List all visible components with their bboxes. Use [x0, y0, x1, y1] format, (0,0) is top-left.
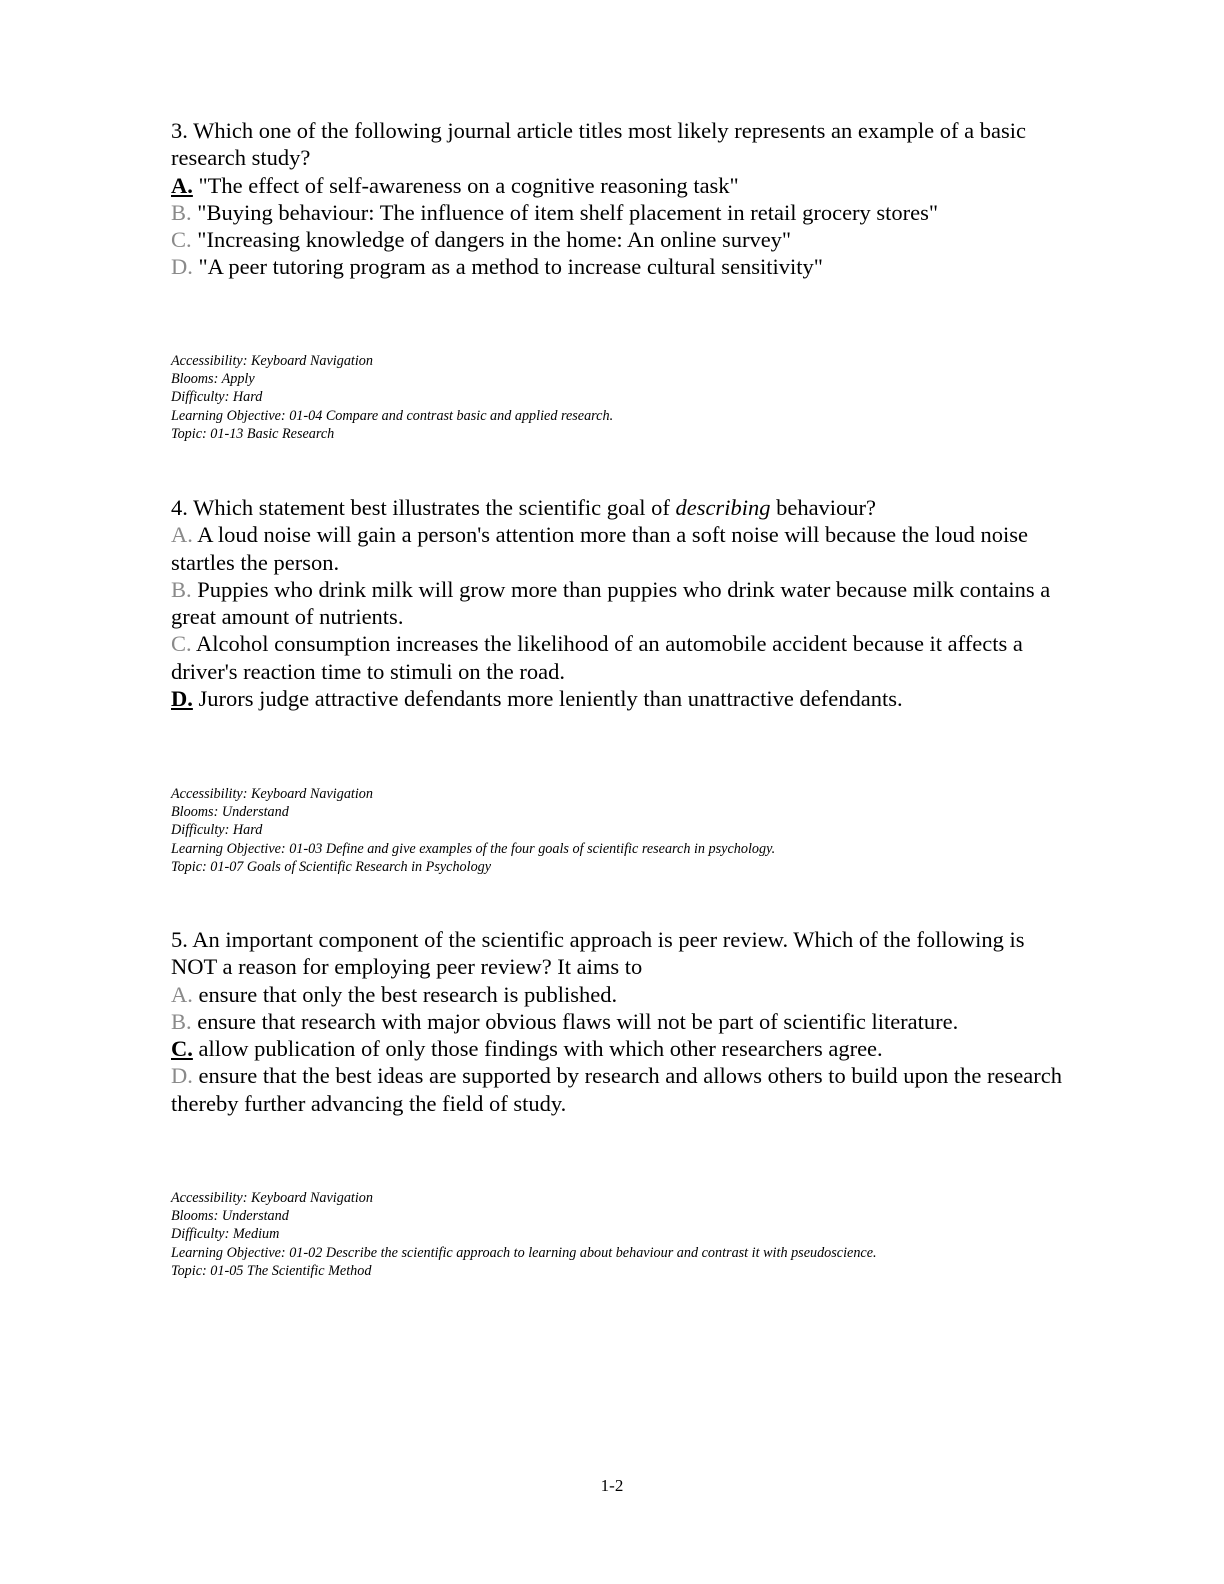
meta-learning-objective: Learning Objective: 01-03 Define and give examples of the four goals of scientific research in psychology. — [171, 840, 776, 857]
choice-text: "A peer tutoring program as a method to increase cultural sensitivity" — [198, 254, 823, 280]
meta-topic: Topic: 01-05 The Scientific Method — [171, 1262, 372, 1279]
meta-difficulty: Difficulty: Medium — [171, 1226, 280, 1243]
stem-text: 4. Which statement best illustrates the scientific goal of — [171, 495, 676, 520]
choice-text: Alcohol consumption increases the likelihood of an automobile accident because it affects a driver's reaction time to stimuli on the road. — [171, 631, 1023, 684]
question-5-choice-b — [171, 1008, 1071, 1035]
question-3-stem: 3. Which one of the following journal article titles most likely represents an example of a basic research study? — [171, 118, 1026, 171]
question-4-choice-a — [171, 521, 1071, 576]
meta-accessibility: Accessibility: Keyboard Navigation — [171, 1190, 373, 1206]
choice-text: Puppies who drink milk will grow more than puppies who drink water because milk contains a great amount of nutrients. — [171, 576, 1051, 630]
question-4-choice-b — [171, 576, 1071, 631]
question-4-choice-c — [171, 630, 1071, 685]
question-3 — [171, 117, 1071, 281]
question-5-choice-d — [171, 1062, 1071, 1117]
meta-blooms: Blooms: Apply — [171, 371, 255, 388]
choice-letter: A. — [171, 172, 193, 198]
stem-emphasis: describing — [675, 495, 771, 520]
question-4 — [171, 494, 1071, 712]
meta-learning-objective: Learning Objective: 01-04 Compare and contrast basic and applied research. — [171, 407, 614, 424]
choice-letter: D. — [171, 254, 193, 280]
meta-accessibility: Accessibility: Keyboard Navigation — [171, 353, 373, 369]
choice-letter: C. — [171, 1036, 193, 1062]
choice-text: Jurors judge attractive defendants more leniently than unattractive defendants. — [198, 686, 903, 712]
question-4-stem — [171, 494, 1071, 521]
question-5-metadata — [171, 1189, 1121, 1280]
choice-letter: C. — [171, 631, 192, 657]
question-5-stem: 5. An important component of the scientific approach is peer review. Which of the following is NOT a reason for employing peer review? It aims to — [171, 927, 1025, 980]
question-5 — [171, 926, 1071, 1117]
choice-letter: B. — [171, 1008, 192, 1034]
meta-blooms: Blooms: Understand — [171, 1208, 289, 1225]
question-5-choice-a — [171, 981, 1071, 1008]
choice-text: ensure that only the best research is published. — [198, 981, 618, 1007]
meta-difficulty: Difficulty: Hard — [171, 822, 263, 839]
choice-text: allow publication of only those findings with which other researchers agree. — [198, 1036, 883, 1062]
choice-text: A loud noise will gain a person's attention more than a soft noise will because the loud noise startles the person. — [171, 522, 1029, 575]
stem-text: behaviour? — [770, 495, 877, 520]
choice-letter: A. — [171, 981, 193, 1007]
question-3-choice-c — [171, 226, 1071, 253]
meta-topic: Topic: 01-07 Goals of Scientific Research in Psychology — [171, 858, 492, 875]
choice-text: "The effect of self-awareness on a cognitive reasoning task" — [198, 172, 739, 198]
choice-letter: D. — [171, 686, 193, 712]
question-4-choice-d — [171, 685, 1071, 712]
choice-text: "Buying behaviour: The influence of item shelf placement in retail grocery stores" — [197, 199, 939, 225]
choice-text: ensure that research with major obvious flaws will not be part of scientific literature. — [197, 1008, 959, 1034]
question-4-metadata — [171, 785, 1121, 876]
question-3-metadata — [171, 352, 1121, 443]
choice-letter: B. — [171, 576, 192, 602]
question-5-choice-c — [171, 1035, 1071, 1062]
choice-letter: B. — [171, 199, 192, 225]
question-3-choice-a — [171, 172, 1071, 199]
choice-letter: D. — [171, 1063, 193, 1089]
meta-blooms: Blooms: Understand — [171, 804, 289, 821]
meta-learning-objective: Learning Objective: 01-02 Describe the scientific approach to learning about behaviour and contrast it with pseudoscience. — [171, 1244, 877, 1261]
choice-letter: A. — [171, 522, 193, 548]
question-3-choice-d — [171, 253, 1071, 280]
choice-text: ensure that the best ideas are supported by research and allows others to build upon the research thereby further advancing the field of study. — [171, 1063, 1062, 1116]
meta-topic: Topic: 01-13 Basic Research — [171, 425, 335, 442]
meta-difficulty: Difficulty: Hard — [171, 389, 263, 406]
choice-letter: C. — [171, 227, 192, 253]
meta-accessibility: Accessibility: Keyboard Navigation — [171, 786, 373, 802]
page-number: 1-2 — [600, 1476, 624, 1495]
question-3-choice-b — [171, 199, 1071, 226]
choice-text: "Increasing knowledge of dangers in the home: An online survey" — [197, 227, 792, 253]
